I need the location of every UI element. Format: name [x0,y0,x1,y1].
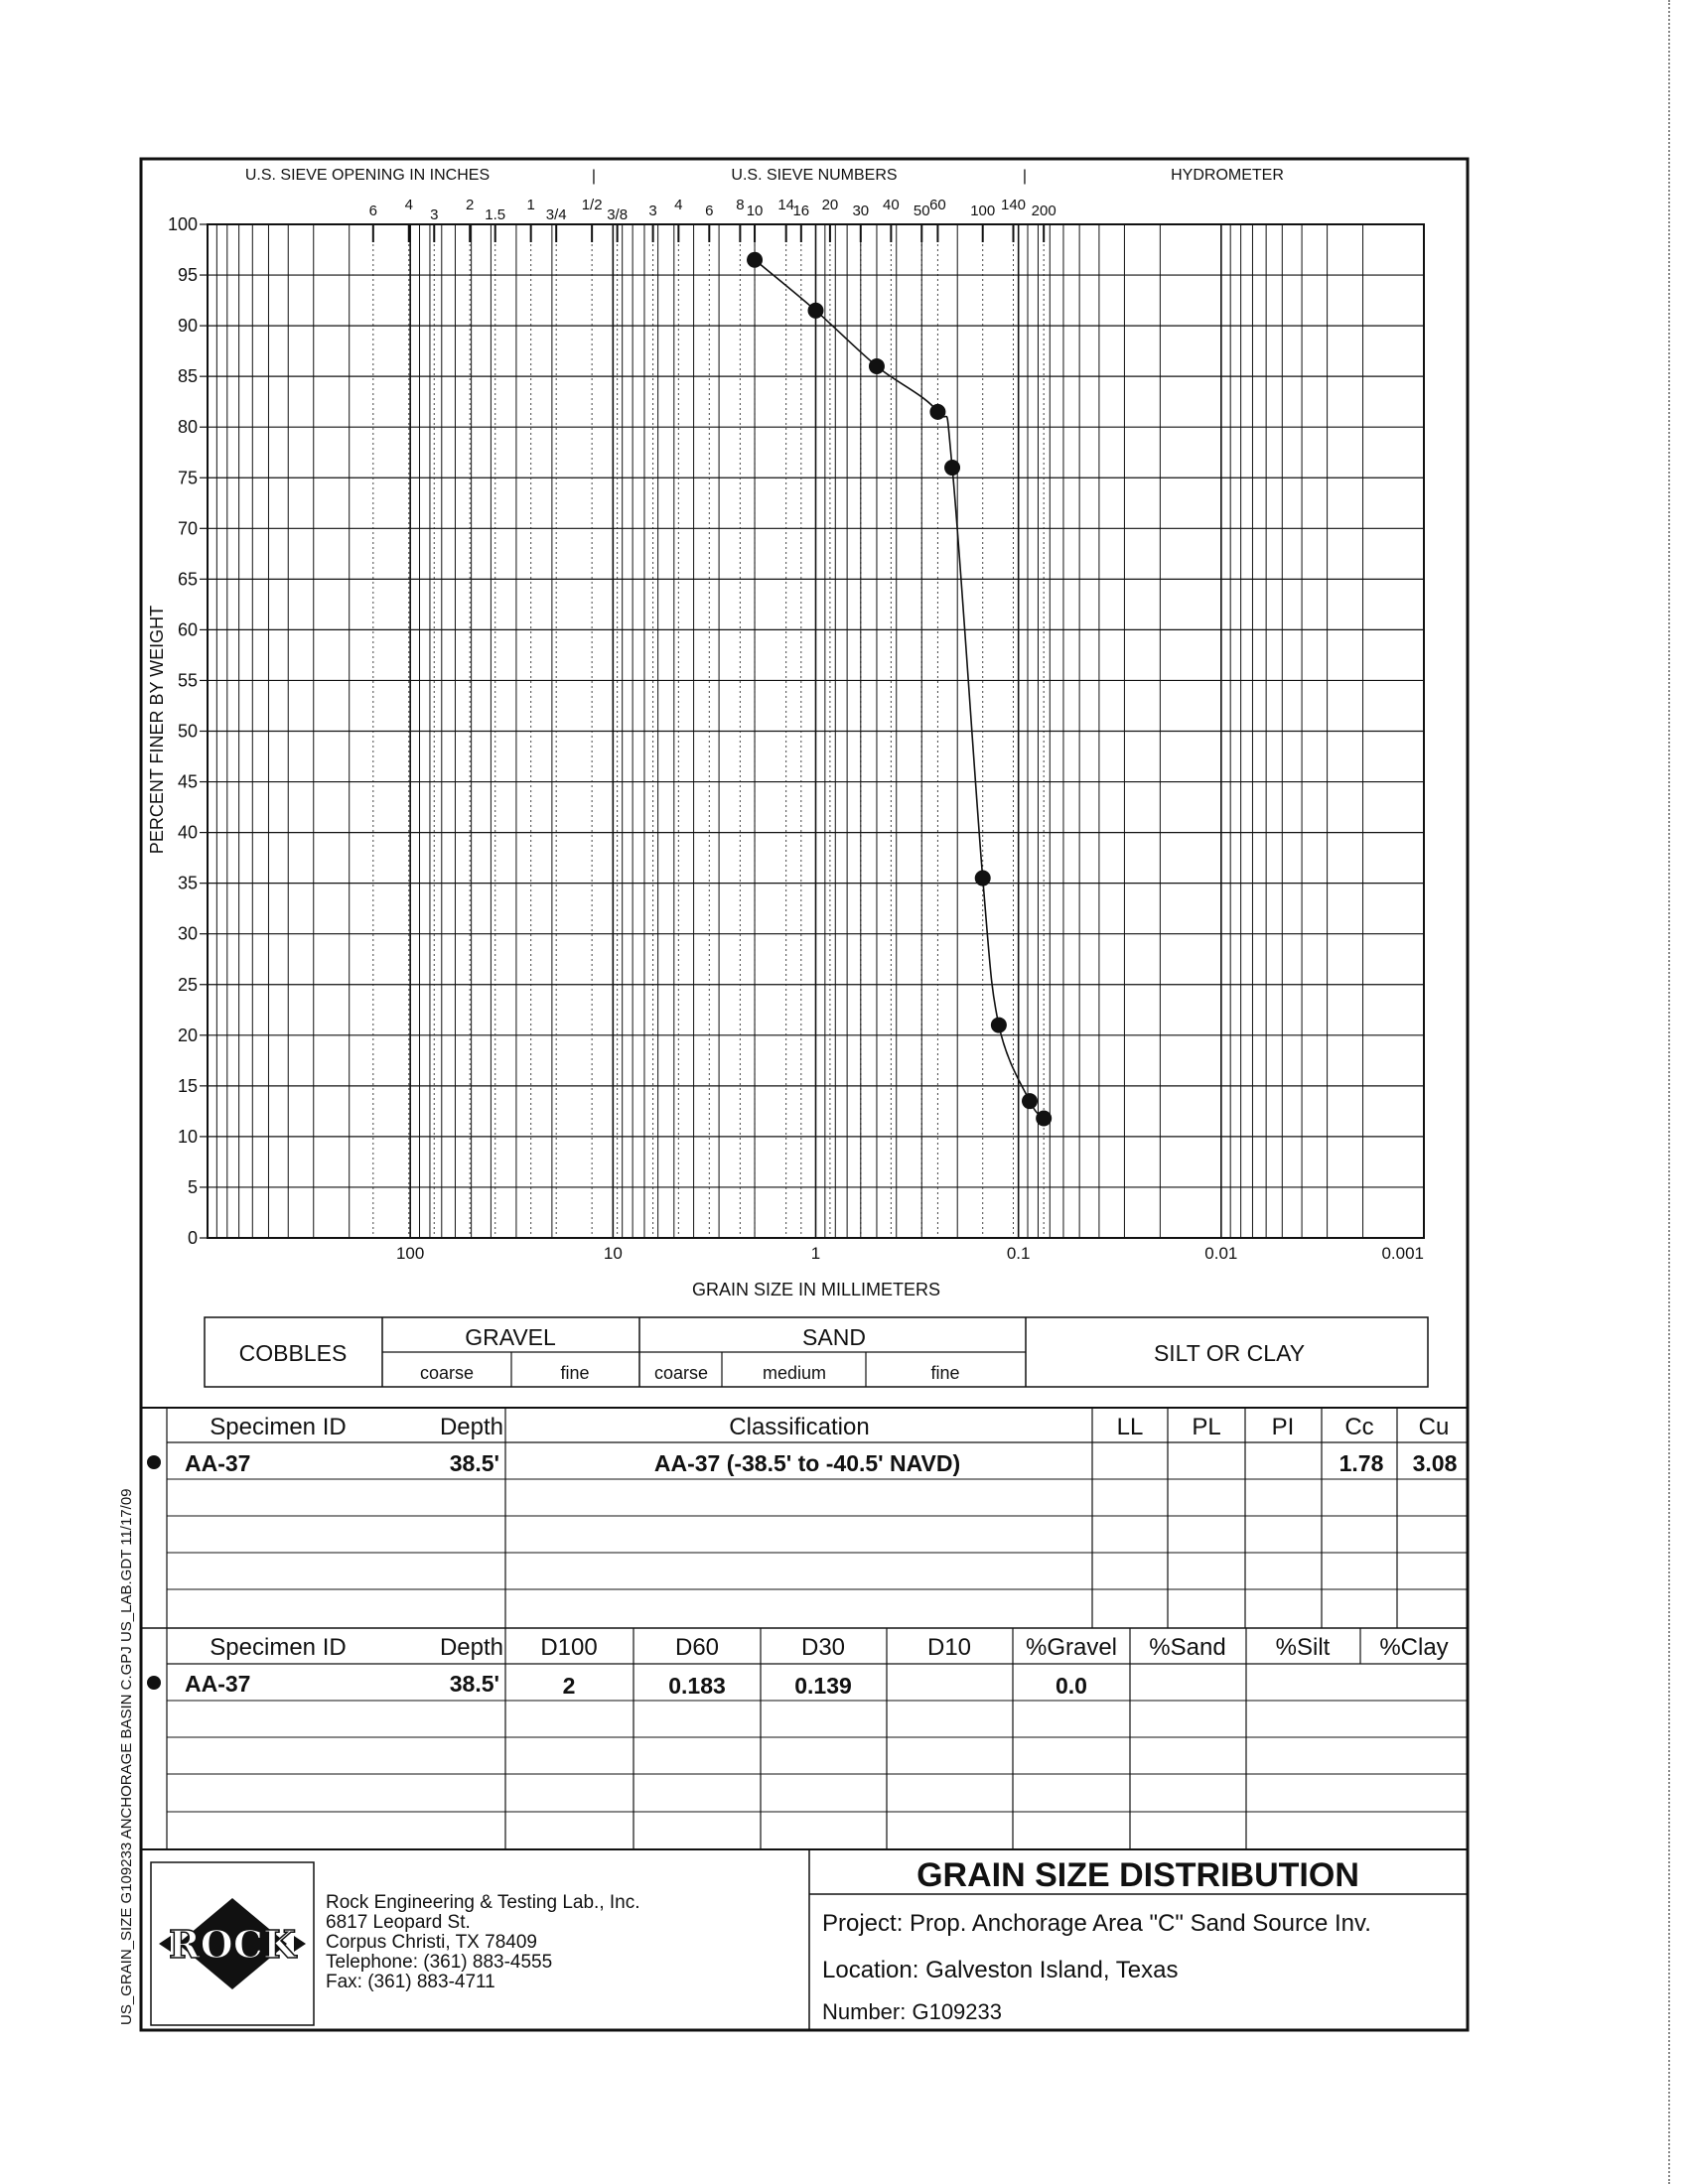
sieve-number-label: 40 [883,197,900,213]
sieve-number-label: 16 [792,203,810,219]
sieve-inch-label: 1/2 [581,197,603,213]
x-tick-label: 0.01 [1204,1244,1238,1263]
y-tick-label: 20 [177,1024,198,1045]
sieve-number-label: 14 [777,197,795,213]
t2-gravel: 0.0 [1056,1673,1087,1699]
y-tick-label: 95 [177,265,198,286]
sand-coarse-label: coarse [653,1363,709,1383]
x-tick-label: 1 [810,1244,821,1263]
sieve-number-label: 20 [821,197,839,213]
x-tick-label: 0.001 [1381,1244,1424,1263]
header-sieve-numbers: U.S. SIEVE NUMBERS [731,167,898,184]
y-tick-label: 40 [177,822,198,843]
gravel-label: GRAVEL [465,1324,556,1350]
rock-logo [159,1898,306,1989]
rock-logo-text: ROCK [169,1922,296,1967]
t2-header-d10: D10 [926,1634,972,1661]
sieve-number-label: 3 [648,203,657,219]
y-tick-label: 70 [177,518,198,539]
sieve-inch-label: 3/8 [607,206,629,223]
t2-header-d30: D30 [800,1634,846,1661]
data-point [1036,1111,1052,1127]
sieve-inch-label: 4 [404,197,413,213]
sieve-number-label: 30 [852,203,870,219]
t2-row-marker [147,1676,161,1690]
t1-classification: AA-37 (-38.5' to -40.5' NAVD) [653,1450,961,1476]
y-tick-label: 30 [177,923,198,944]
sieve-number-label: 6 [705,203,714,219]
gravel-fine-label: fine [560,1363,590,1383]
title-block [141,1849,1468,2030]
t2-d30: 0.139 [794,1673,852,1699]
gradation-table [141,1628,1468,1849]
company-address-2: Corpus Christi, TX 78409 [326,1932,537,1953]
sand-fine-label: fine [930,1363,960,1383]
gravel-coarse-label: coarse [419,1363,475,1383]
y-tick-label: 50 [177,721,198,742]
t2-header-silt: %Silt [1275,1634,1331,1661]
y-tick-label: 60 [177,619,198,640]
sieve-inch-label: 2 [466,197,475,213]
y-tick-label: 15 [177,1075,198,1096]
sieve-number-label: 50 [913,203,930,219]
sieve-inch-label: 6 [368,203,377,219]
data-point [944,460,960,476]
header-divider-1: | [591,168,597,185]
soil-classification-bar [205,1317,1428,1387]
y-tick-labels [168,214,208,1248]
data-point [991,1018,1007,1033]
sieve-labels [369,197,1056,223]
t1-header-cu: Cu [1418,1414,1450,1440]
company-fax: Fax: (361) 883-4711 [326,1972,495,1992]
t2-header-d60: D60 [674,1634,720,1661]
t2-header-gravel: %Gravel [1025,1634,1118,1661]
t2-header-depth: Depth [439,1634,503,1661]
t1-header-pl: PL [1192,1414,1221,1440]
number-line: Number: G109233 [822,1999,1002,2024]
y-tick-label: 90 [177,316,198,337]
t1-cc: 1.78 [1338,1450,1384,1476]
sieve-number-label: 4 [674,197,683,213]
side-file-label: US_GRAIN_SIZE G109233 ANCHORAGE BASIN C.GPJ US_LAB.GDT 11/17/09 [118,1488,135,2025]
t2-header-d100: D100 [540,1634,598,1661]
y-tick-label: 0 [187,1228,198,1248]
company-phone: Telephone: (361) 883-4555 [326,1952,553,1973]
sieve-number-label: 8 [736,197,745,213]
t2-header-specimen: Specimen ID [210,1634,347,1661]
location-line: Location: Galveston Island, Texas [822,1957,1179,1983]
t2-specimen: AA-37 [185,1671,251,1697]
t2-d100: 2 [562,1673,576,1699]
y-tick-label: 80 [177,417,198,438]
cobbles-label: COBBLES [238,1340,348,1366]
header-hydrometer: HYDROMETER [1171,167,1284,184]
sieve-inch-label: 3/4 [545,206,567,223]
t2-d60: 0.183 [668,1673,726,1699]
t1-cu: 3.08 [1412,1450,1458,1476]
sieve-inch-label: 1.5 [485,206,506,223]
y-tick-label: 100 [167,214,198,234]
y-tick-label: 75 [177,468,198,488]
t2-depth: 38.5' [449,1671,499,1697]
classification-table [141,1408,1468,1628]
y-tick-label: 25 [177,974,198,995]
data-point [975,871,991,887]
t1-header-depth: Depth [439,1414,503,1440]
header-divider-2: | [1022,168,1028,185]
y-tick-label: 85 [177,366,198,387]
x-axis-label: GRAIN SIZE IN MILLIMETERS [691,1280,941,1299]
header-sieve-inches: U.S. SIEVE OPENING IN INCHES [244,167,491,184]
t1-header-ll: LL [1116,1414,1144,1440]
x-tick-label: 10 [603,1244,623,1263]
t1-depth: 38.5' [449,1450,499,1476]
data-point [747,252,763,268]
silt-clay-label: SILT OR CLAY [1153,1340,1306,1366]
gradation-curve [755,260,1044,1119]
x-tick-label: 0.1 [1006,1244,1031,1263]
x-tick-labels [396,1244,1424,1263]
x-tick-label: 100 [395,1244,425,1263]
t1-specimen: AA-37 [185,1450,251,1476]
report-title: GRAIN SIZE DISTRIBUTION [916,1856,1359,1894]
t1-row-marker [147,1455,161,1469]
sieve-number-label: 60 [929,197,946,213]
t1-header-cc: Cc [1344,1414,1374,1440]
t1-header-specimen: Specimen ID [210,1414,347,1440]
sieve-inch-label: 3 [430,206,439,223]
y-tick-label: 10 [177,1126,198,1147]
sheet-border [141,159,1468,2030]
t2-header-sand: %Sand [1149,1634,1226,1661]
t1-header-pi: PI [1271,1414,1295,1440]
y-tick-label: 35 [177,873,198,893]
sieve-number-label: 200 [1031,203,1056,219]
y-axis-label: PERCENT FINER BY WEIGHT [147,605,167,855]
y-tick-label: 45 [177,771,198,792]
sieve-inch-label: 1 [526,197,535,213]
company-name: Rock Engineering & Testing Lab., Inc. [326,1892,640,1913]
company-address-1: 6817 Leopard St. [326,1912,471,1933]
data-point [869,358,885,374]
t1-header-classification: Classification [729,1414,870,1440]
sieve-number-label: 10 [746,203,764,219]
data-point [1022,1093,1038,1109]
y-tick-label: 55 [177,670,198,691]
data-point [808,303,824,319]
sieve-number-label: 140 [1000,197,1027,213]
sieve-number-label: 100 [970,203,996,219]
y-tick-label: 5 [187,1176,198,1197]
t2-header-clay: %Clay [1379,1634,1449,1661]
project-line: Project: Prop. Anchorage Area "C" Sand Source Inv. [822,1910,1371,1937]
y-tick-label: 65 [177,569,198,590]
sand-medium-label: medium [762,1363,827,1383]
sand-label: SAND [802,1324,866,1350]
data-point [929,404,945,420]
